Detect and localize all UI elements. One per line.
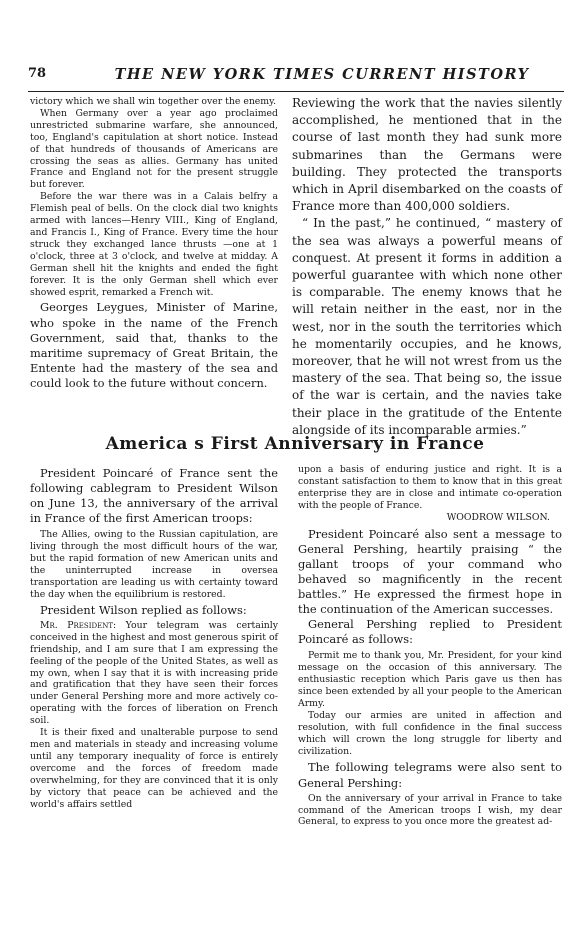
page-number: 78 <box>28 66 47 81</box>
paragraph: Before the war there was in a Calais belfry a Flemish peal of bells. On the clock dial two knights armed with lances—Henry VIII., King of England, and Francis I., King of France. Every time the hour struck they exchanged lance thrusts —one at 1 o'clock, three at 3 o'clock, and twelve at midday. A German shell hit the knights and ended the fight forever. It is the only German shell which ever showed esprit, remarked a French wit. <box>30 191 278 298</box>
signature: WOODROW WILSON. <box>446 511 550 523</box>
paragraph: President Poincaré of France sent the following cablegram to President Wilson on June 13, the anniversary of the arrival in France of the first American troops: <box>30 466 278 526</box>
running-title: THE NEW YORK TIMES CURRENT HISTORY <box>114 66 530 83</box>
article-title: America s First Anniversary in France <box>105 434 485 454</box>
top-left-column <box>30 96 278 391</box>
paragraph: Georges Leygues, Minister of Marine, who spoke in the name of the French Government, said that, thanks to the maritime supremacy of Great Britain, the Entente had the mastery of the sea and could look to the future without concern. <box>30 300 278 390</box>
top-right-column <box>292 95 562 439</box>
quoted-cablegram: The Allies, owing to the Russian capitulation, are living through the most difficult hours of the war, but the rapid formation of new American units and the uninterrupted increase in oversea transportation are leading us with certainty toward the day when the equilibrium is restored. <box>30 529 278 600</box>
paragraph: Reviewing the work that the navies silently accomplished, he mentioned that in the course of last month they had sunk more submarines than the Germans were building. They protected the transports which in April disembarked on the coasts of France more than 400,000 soldiers. <box>292 96 562 214</box>
bottom-left-column <box>30 466 278 810</box>
quoted-letter: upon a basis of enduring justice and right. It is a constant satisfaction to them to know that in this great enterprise they are in close and intimate co-operation with the people of France. <box>298 464 562 511</box>
paragraph: When Germany over a year ago proclaimed unrestricted submarine warfare, she announced, too, England's capitulation at short notice. Instead of that hundreds of thousands of Americans are crossing the seas as allies. Germany has united France and England not for the present struggle but forever. <box>30 107 278 191</box>
paragraph: “ In the past,” he continued, “ mastery of the sea was always a powerful means of conquest. At present it forms in addition a powerful guarantee with which none other is comparable. The enemy knows that he will retain neither in the east, nor in the west, nor in the south the territories which he momentarily occupies, and he knows, moreover, that he will not wrest from us the mastery of the sea. That being so, the issue of the war is certain, and the navies take their place in the gratitude of the Entente alongside of its incomparable armies.” <box>292 216 562 437</box>
paragraph: President Poincaré also sent a message to General Pershing, heartily praising “ the gallant troops of your command who behaved so magnificently in the recent battles.” He expressed the firmest hope in the continuation of the American successes. <box>298 526 562 616</box>
paragraph: General Pershing replied to President Poincaré as follows: <box>298 617 562 647</box>
quoted-letter: Mr. President: Your telegram was certainly conceived in the highest and most generous spirit of friendship, and I am sure that I am expressing the feeling of the people of the United States, as well as my own, when I say that it is with increasing pride and gratification that they have seen their forces under General Pershing more and more actively co-operating with the forces of liberation on French soil. <box>30 619 279 727</box>
paragraph: The following telegrams were also sent to General Pershing: <box>298 760 562 790</box>
quoted-letter: It is their fixed and unalterable purpose to send men and materials in steady and increasing volume until any temporary inequality of force is entirely overcome and the forces of freedom made overwhelming, for they are convinced that it is only by victory that peace can be achieved and the world's affairs settled <box>30 727 278 810</box>
quoted-letter: Today our armies are united in affection and resolution, with full confidence in the final success which will crown the long struggle for liberty and civilization. <box>298 709 562 757</box>
paragraph: victory which we shall win together over the enemy. <box>30 96 277 107</box>
quoted-telegram: On the anniversary of your arrival in France to take command of the American troops I wish, my dear General, to express to you once more the greatest ad- <box>298 792 562 828</box>
quoted-letter: Permit me to thank you, Mr. President, for your kind message on the occasion of this anniversary. The enthusiastic reception which Paris gave us then has since been extended by all your people to the American Army. <box>298 650 562 709</box>
bottom-right-column <box>298 464 562 828</box>
page-header <box>28 66 562 88</box>
header-rule <box>28 91 564 92</box>
paragraph: President Wilson replied as follows: <box>40 602 247 617</box>
salutation: Mr. President: <box>40 619 117 631</box>
